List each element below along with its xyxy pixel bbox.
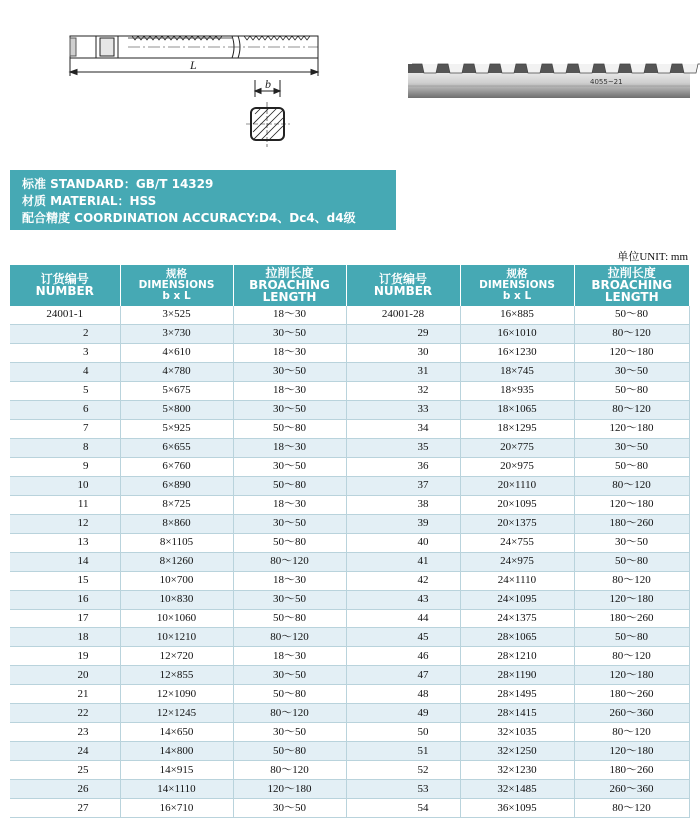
cell-length: 80～120 xyxy=(233,552,346,571)
cell-dimensions: 24×1110 xyxy=(460,571,574,590)
cell-length: 30～50 xyxy=(233,590,346,609)
cell-number: 53 xyxy=(346,780,460,799)
cell-dimensions: 18×745 xyxy=(460,362,574,381)
cell-number: 38 xyxy=(346,495,460,514)
table-row xyxy=(10,685,689,704)
cell-length: 50～80 xyxy=(574,628,689,647)
table-row xyxy=(10,628,689,647)
cell-number: 16 xyxy=(10,590,120,609)
cell-number: 34 xyxy=(346,419,460,438)
header-length: 拉削长度 BROACHING LENGTH xyxy=(233,265,346,306)
cell-length: 120～180 xyxy=(574,419,689,438)
cell-dimensions: 28×1495 xyxy=(460,685,574,704)
broach-drawing xyxy=(0,0,700,165)
cell-length: 18～30 xyxy=(233,571,346,590)
cell-number: 17 xyxy=(10,609,120,628)
cell-dimensions: 14×650 xyxy=(120,723,233,742)
cell-number: 20 xyxy=(10,666,120,685)
cell-number: 36 xyxy=(346,457,460,476)
cell-length: 50～80 xyxy=(233,476,346,495)
cell-dimensions: 18×935 xyxy=(460,381,574,400)
cell-number: 8 xyxy=(10,438,120,457)
cell-dimensions: 28×1210 xyxy=(460,647,574,666)
cell-length: 120～180 xyxy=(574,742,689,761)
cell-length: 50～80 xyxy=(233,419,346,438)
cell-length: 30～50 xyxy=(233,400,346,419)
cell-length: 260～360 xyxy=(574,704,689,723)
cell-length: 18～30 xyxy=(233,438,346,457)
cell-length: 50～80 xyxy=(233,609,346,628)
cell-length: 80～120 xyxy=(574,723,689,742)
cell-length: 80～120 xyxy=(574,571,689,590)
cell-dimensions: 28×1065 xyxy=(460,628,574,647)
header-dimensions: 规格 DIMENSIONS b x L xyxy=(120,265,233,306)
cell-number: 9 xyxy=(10,457,120,476)
cell-number: 12 xyxy=(10,514,120,533)
cell-number: 50 xyxy=(346,723,460,742)
cell-dimensions: 8×860 xyxy=(120,514,233,533)
cell-dimensions: 5×675 xyxy=(120,381,233,400)
cell-dimensions: 14×800 xyxy=(120,742,233,761)
cell-dimensions: 20×1375 xyxy=(460,514,574,533)
table-row xyxy=(10,514,689,533)
cell-dimensions: 12×855 xyxy=(120,666,233,685)
cell-length: 120～180 xyxy=(574,666,689,685)
cell-dimensions: 10×1210 xyxy=(120,628,233,647)
table-row xyxy=(10,590,689,609)
cell-length: 18～30 xyxy=(233,381,346,400)
cell-number: 11 xyxy=(10,495,120,514)
cell-number: 6 xyxy=(10,400,120,419)
cell-dimensions: 14×915 xyxy=(120,761,233,780)
cell-dimensions: 5×925 xyxy=(120,419,233,438)
cell-length: 30～50 xyxy=(233,324,346,343)
cell-dimensions: 6×760 xyxy=(120,457,233,476)
cell-number: 29 xyxy=(346,324,460,343)
cell-number: 42 xyxy=(346,571,460,590)
cell-number: 37 xyxy=(346,476,460,495)
table-row xyxy=(10,571,689,590)
cell-dimensions: 28×1415 xyxy=(460,704,574,723)
cell-dimensions: 18×1295 xyxy=(460,419,574,438)
cell-length: 120～180 xyxy=(574,343,689,362)
cell-dimensions: 5×800 xyxy=(120,400,233,419)
cell-dimensions: 12×1090 xyxy=(120,685,233,704)
material-line: 材质 MATERIAL：HSS xyxy=(22,194,157,208)
cell-length: 80～120 xyxy=(233,704,346,723)
table-row xyxy=(10,419,689,438)
cell-number: 39 xyxy=(346,514,460,533)
cell-length: 180～260 xyxy=(574,514,689,533)
cell-length: 50～80 xyxy=(574,552,689,571)
cell-length: 50～80 xyxy=(233,685,346,704)
table-row xyxy=(10,457,689,476)
spec-table xyxy=(10,265,690,818)
cell-dimensions: 10×1060 xyxy=(120,609,233,628)
cell-number: 33 xyxy=(346,400,460,419)
cell-number: 19 xyxy=(10,647,120,666)
cell-dimensions: 20×975 xyxy=(460,457,574,476)
table-row xyxy=(10,704,689,723)
cell-dimensions: 16×1010 xyxy=(460,324,574,343)
standard-line: 标准 STANDARD：GB/T 14329 xyxy=(22,177,214,191)
cell-number: 21 xyxy=(10,685,120,704)
cell-length: 80～120 xyxy=(574,324,689,343)
cell-number: 31 xyxy=(346,362,460,381)
cell-dimensions: 8×725 xyxy=(120,495,233,514)
cell-dimensions: 4×780 xyxy=(120,362,233,381)
table-row xyxy=(10,799,689,818)
cell-number: 24 xyxy=(10,742,120,761)
table-row xyxy=(10,533,689,552)
cell-number: 22 xyxy=(10,704,120,723)
table-row xyxy=(10,609,689,628)
length-label: L xyxy=(190,58,197,72)
cell-dimensions: 16×885 xyxy=(460,306,574,324)
cell-length: 18～30 xyxy=(233,306,346,324)
cell-length: 30～50 xyxy=(233,514,346,533)
table-row xyxy=(10,306,689,324)
cell-dimensions: 24×975 xyxy=(460,552,574,571)
cell-dimensions: 10×700 xyxy=(120,571,233,590)
cell-number: 25 xyxy=(10,761,120,780)
cell-number: 4 xyxy=(10,362,120,381)
cell-dimensions: 8×1105 xyxy=(120,533,233,552)
table-body xyxy=(10,306,689,818)
cell-dimensions: 32×1485 xyxy=(460,780,574,799)
cell-number: 35 xyxy=(346,438,460,457)
cell-length: 30～50 xyxy=(233,723,346,742)
cell-length: 50～80 xyxy=(574,457,689,476)
table-row xyxy=(10,343,689,362)
cell-dimensions: 20×1095 xyxy=(460,495,574,514)
cell-length: 180～260 xyxy=(574,685,689,704)
cell-number: 24001-1 xyxy=(10,306,120,324)
accuracy-line: 配合精度 COORDINATION ACCURACY:D4、Dc4、d4级 xyxy=(22,211,356,225)
cell-length: 30～50 xyxy=(574,362,689,381)
width-label: b xyxy=(265,77,271,91)
cell-dimensions: 10×830 xyxy=(120,590,233,609)
cell-dimensions: 24×1375 xyxy=(460,609,574,628)
unit-label: 单位UNIT: mm xyxy=(617,251,688,263)
broach-photo xyxy=(408,64,700,98)
cell-length: 80～120 xyxy=(574,647,689,666)
table-header-row xyxy=(10,265,689,306)
cell-number: 15 xyxy=(10,571,120,590)
cell-length: 50～80 xyxy=(233,533,346,552)
cell-length: 80～120 xyxy=(233,628,346,647)
cell-dimensions: 12×1245 xyxy=(120,704,233,723)
cell-length: 30～50 xyxy=(233,457,346,476)
cell-number: 51 xyxy=(346,742,460,761)
cell-dimensions: 14×1110 xyxy=(120,780,233,799)
table-row xyxy=(10,324,689,343)
table-row xyxy=(10,647,689,666)
header-number: 订货编号 NUMBER xyxy=(10,265,120,306)
cell-length: 30～50 xyxy=(233,799,346,818)
cell-dimensions: 20×1110 xyxy=(460,476,574,495)
cell-number: 47 xyxy=(346,666,460,685)
table-row xyxy=(10,761,689,780)
cell-length: 50～80 xyxy=(574,306,689,324)
cell-length: 80～120 xyxy=(574,400,689,419)
cell-length: 30～50 xyxy=(233,362,346,381)
cell-length: 30～50 xyxy=(574,533,689,552)
header-number-2: 订货编号 NUMBER xyxy=(346,265,460,306)
cell-number: 45 xyxy=(346,628,460,647)
cell-number: 26 xyxy=(10,780,120,799)
cell-number: 48 xyxy=(346,685,460,704)
cell-length: 50～80 xyxy=(574,381,689,400)
cell-number: 24001-28 xyxy=(346,306,460,324)
cell-length: 80～120 xyxy=(233,761,346,780)
table-row xyxy=(10,552,689,571)
cell-dimensions: 16×710 xyxy=(120,799,233,818)
cell-length: 30～50 xyxy=(574,438,689,457)
table-row xyxy=(10,362,689,381)
cell-dimensions: 32×1250 xyxy=(460,742,574,761)
cell-dimensions: 3×525 xyxy=(120,306,233,324)
cell-dimensions: 16×1230 xyxy=(460,343,574,362)
cell-number: 2 xyxy=(10,324,120,343)
cell-dimensions: 3×730 xyxy=(120,324,233,343)
cell-dimensions: 6×655 xyxy=(120,438,233,457)
table-row xyxy=(10,476,689,495)
cell-dimensions: 12×720 xyxy=(120,647,233,666)
tool-marking: 4055~21 xyxy=(590,78,623,86)
header-length-2: 拉削长度 BROACHING LENGTH xyxy=(574,265,689,306)
cell-length: 80～120 xyxy=(574,476,689,495)
table-row xyxy=(10,780,689,799)
cell-dimensions: 28×1190 xyxy=(460,666,574,685)
cell-dimensions: 36×1095 xyxy=(460,799,574,818)
cell-number: 46 xyxy=(346,647,460,666)
cell-length: 120～180 xyxy=(574,495,689,514)
cell-dimensions: 8×1260 xyxy=(120,552,233,571)
cell-length: 18～30 xyxy=(233,343,346,362)
cell-number: 44 xyxy=(346,609,460,628)
cell-dimensions: 20×775 xyxy=(460,438,574,457)
cell-length: 80～120 xyxy=(574,799,689,818)
cell-number: 27 xyxy=(10,799,120,818)
cell-number: 23 xyxy=(10,723,120,742)
table-row xyxy=(10,495,689,514)
cell-number: 13 xyxy=(10,533,120,552)
header-dimensions-2: 规格 DIMENSIONS b x L xyxy=(460,265,574,306)
cell-number: 54 xyxy=(346,799,460,818)
cell-number: 32 xyxy=(346,381,460,400)
table-row xyxy=(10,400,689,419)
table-row xyxy=(10,381,689,400)
table-row xyxy=(10,742,689,761)
cell-length: 180～260 xyxy=(574,761,689,780)
cell-length: 180～260 xyxy=(574,609,689,628)
cell-number: 40 xyxy=(346,533,460,552)
cell-dimensions: 6×890 xyxy=(120,476,233,495)
spec-banner xyxy=(10,170,396,230)
cell-length: 50～80 xyxy=(233,742,346,761)
cell-number: 52 xyxy=(346,761,460,780)
cell-dimensions: 32×1035 xyxy=(460,723,574,742)
cell-length: 30～50 xyxy=(233,666,346,685)
cell-number: 43 xyxy=(346,590,460,609)
cell-dimensions: 32×1230 xyxy=(460,761,574,780)
cell-number: 3 xyxy=(10,343,120,362)
cell-dimensions: 18×1065 xyxy=(460,400,574,419)
table-row xyxy=(10,666,689,685)
cell-number: 49 xyxy=(346,704,460,723)
cell-number: 14 xyxy=(10,552,120,571)
cell-length: 120～180 xyxy=(574,590,689,609)
table-row xyxy=(10,438,689,457)
cell-dimensions: 24×755 xyxy=(460,533,574,552)
cell-number: 18 xyxy=(10,628,120,647)
broach-technical-drawing xyxy=(70,36,318,147)
cell-number: 5 xyxy=(10,381,120,400)
table-row xyxy=(10,723,689,742)
cell-dimensions: 24×1095 xyxy=(460,590,574,609)
cell-number: 10 xyxy=(10,476,120,495)
cell-length: 18～30 xyxy=(233,495,346,514)
cell-number: 30 xyxy=(346,343,460,362)
cell-number: 41 xyxy=(346,552,460,571)
cell-length: 260～360 xyxy=(574,780,689,799)
cell-length: 18～30 xyxy=(233,647,346,666)
cell-length: 120～180 xyxy=(233,780,346,799)
cell-dimensions: 4×610 xyxy=(120,343,233,362)
cell-number: 7 xyxy=(10,419,120,438)
